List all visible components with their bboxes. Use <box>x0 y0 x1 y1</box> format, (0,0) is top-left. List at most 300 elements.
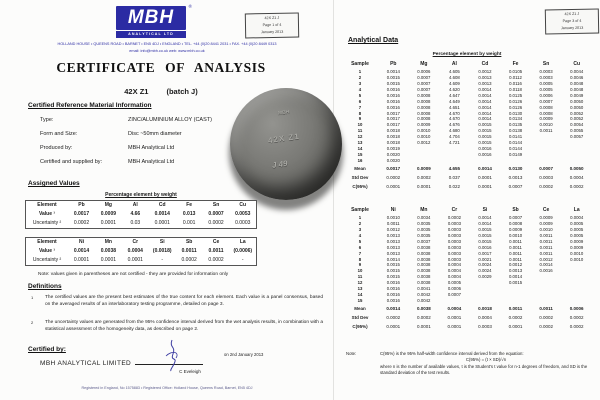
table-cell: 0.0004 <box>127 248 143 255</box>
column-header: Ce <box>212 239 220 246</box>
certification-date: on 2nd January 2013 <box>224 352 264 357</box>
table-cell: 0.0002 <box>386 175 401 181</box>
table-cell: 0.0130 <box>508 166 523 172</box>
table-cell: 0.0007 <box>508 215 523 221</box>
table-cell: 0.0016 <box>539 268 553 274</box>
table-cell: 0.0001 <box>416 183 431 189</box>
stat-label: C(95%) <box>352 183 368 189</box>
table-cell: 0.0015 <box>478 238 492 244</box>
disc-engraving-batch: J 49 <box>271 158 289 171</box>
note-line-1: C(95%) is the 95% half-width confidence interval derived from the equation: <box>380 351 524 356</box>
column-header: Mg <box>104 202 112 209</box>
table-cell: 0.0001 <box>154 219 170 226</box>
disc-engraving-brand: MBH <box>277 109 290 117</box>
table-cell: 0.0014 <box>539 262 553 268</box>
table-cell: 0.0020 <box>386 151 400 157</box>
table-cell: 0.0105 <box>508 69 523 75</box>
sample-number: 4 <box>358 86 362 92</box>
table-cell: 0.0004 <box>447 306 462 312</box>
table-cell: 0.0052 <box>570 110 584 116</box>
table-cell: 0.0050 <box>570 98 584 104</box>
table-cell: 0.0014 <box>386 69 400 75</box>
table-cell: 0.0010 <box>570 250 584 256</box>
table-cell: 0.0003 <box>447 221 461 227</box>
table-cell: 0.0007 <box>508 183 523 189</box>
table-cell: 0.0053 <box>235 211 251 218</box>
table-cell: 0.0002 <box>416 315 431 321</box>
column-header: Pb <box>390 61 397 67</box>
table-cell: 0.0002 <box>539 183 553 189</box>
registration-footer: Registered in England, No 1575883 • Registered Office: Holland House, Queens Road, Barnet, EN5 4DJ <box>81 386 253 390</box>
column-header: Sn <box>212 202 220 209</box>
table-cell: 0.0010 <box>570 256 584 262</box>
table-cell: 0.0021 <box>478 256 492 262</box>
table-cell: 0.0003 <box>447 256 461 262</box>
confidence-formula: C(95%) = (t × SD)/√n <box>465 357 507 363</box>
table-cell: 0.0038 <box>417 244 431 250</box>
product-code: 42X Z1 <box>124 87 149 96</box>
table-cell: 0.0011 <box>208 248 224 255</box>
table-cell: 0.0112 <box>509 75 522 81</box>
table-cell: 0.0007 <box>539 98 553 104</box>
table-cell: 0.0005 <box>570 221 584 227</box>
table-cell: 0.0001 <box>386 183 401 189</box>
table-cell: 0.0001 <box>447 315 462 321</box>
analytical-table-2 <box>342 206 592 330</box>
table-cell: 0.0038 <box>100 248 117 255</box>
table-cell: 0.0048 <box>570 81 584 87</box>
column-header: Cu <box>239 202 247 209</box>
sample-number: 1 <box>358 69 362 75</box>
column-header: Si <box>159 239 165 246</box>
table-cell: 0.0016 <box>386 285 400 291</box>
table-cell: 0.0013 <box>508 268 523 274</box>
table-cell: 0.0049 <box>570 92 584 98</box>
column-header: Mg <box>420 61 428 67</box>
sample-number: 9 <box>358 116 362 122</box>
table-cell: 0.0001 <box>478 175 492 181</box>
table-cell: 0.0014 <box>478 221 492 227</box>
table-cell: 0.0018 <box>386 134 400 140</box>
assigned-values-caption: Percentage element by weight <box>105 192 177 198</box>
definition-2-superscript: 2 <box>31 320 34 325</box>
table-cell: 0.0016 <box>386 98 400 104</box>
header-row <box>342 60 592 70</box>
address-line: HOLLAND HOUSE • QUEENS ROAD • BARNET • EN5 4DJ • ENGLAND • TEL. +44 (0)20 8441 2031 • FAX. +44 (0)20 8449 0313 <box>57 42 277 46</box>
sample-number: 3 <box>358 227 362 233</box>
table-cell: 0.001 <box>182 219 196 226</box>
contact-line: email: info@mbh.co.uk web: www.mbh.co.uk <box>129 48 205 53</box>
table-cell: 0.0002 <box>181 256 197 263</box>
column-header: Sb <box>185 239 193 246</box>
table-cell: 0.0015 <box>386 75 400 81</box>
table-cell: 0.0008 <box>539 104 553 110</box>
table-cell: 0.0005 <box>447 280 461 286</box>
table-cell: 0.0005 <box>570 232 584 238</box>
table-cell: 0.0130 <box>508 110 523 116</box>
table-cell: 4.721 <box>449 139 460 145</box>
sample-number: 7 <box>358 104 362 110</box>
parentheses-note: Note: values given in parentheses are not certified - they are provided for information only <box>38 272 229 277</box>
column-header: Cr <box>451 207 458 213</box>
table-row <box>26 219 257 228</box>
table-cell: 0.0037 <box>417 238 431 244</box>
table-cell: 4.651 <box>449 104 460 110</box>
table-cell: 0.0017 <box>386 122 400 128</box>
column-header: Ni <box>78 239 84 246</box>
table-cell: 0.0002 <box>208 256 224 263</box>
table-cell: 0.0125 <box>508 92 523 98</box>
analytical-table-1 <box>342 60 592 190</box>
table-cell: (0.0006) <box>233 248 253 255</box>
table-cell: 0.0038 <box>417 262 431 268</box>
table-cell: 0.0004 <box>570 215 584 221</box>
mbh-logo <box>116 4 192 38</box>
table-cell: 4.605 <box>449 69 460 75</box>
table-cell: 0.0002 <box>569 315 584 321</box>
table-cell: 0.0149 <box>508 151 523 157</box>
table-cell: 0.0011 <box>386 221 400 227</box>
table-cell: 4.670 <box>449 110 460 116</box>
sample-number: 8 <box>358 256 362 262</box>
table-cell: 0.0009 <box>539 215 553 221</box>
table-cell: 0.0014 <box>386 256 400 262</box>
table-cell: 0.0014 <box>154 211 170 218</box>
table-row <box>342 304 592 313</box>
table-cell: 0.0008 <box>417 110 431 116</box>
table-cell: 0.0003 <box>447 227 461 233</box>
table-cell: 0.0015 <box>386 81 400 87</box>
table-cell: 0.0009 <box>539 116 553 122</box>
table-cell: 0.0006 <box>569 306 584 312</box>
column-header: Si <box>482 207 488 213</box>
column-header: Fe <box>512 61 519 67</box>
stat-label: Mean <box>354 306 366 312</box>
table-cell: 0.0038 <box>417 250 431 256</box>
certificate-title: CERTIFICATE OF ANALYSIS <box>56 60 266 75</box>
table-cell: 0.0008 <box>417 116 431 122</box>
row-label: Uncertainty ² <box>32 256 62 263</box>
disc-engraving-code: 42X Z1 <box>267 131 301 146</box>
sample-number: 7 <box>358 250 362 256</box>
sample-number: 14 <box>357 145 363 151</box>
stamp-page: Page 1 of 4 <box>262 22 282 28</box>
table-cell: 0.0009 <box>508 227 523 233</box>
assigned-values-table-1 <box>25 200 257 229</box>
field-label-supplier: Certified and supplied by: <box>40 159 103 165</box>
table-cell: 0.0011 <box>508 306 523 312</box>
table-cell: 0.0035 <box>417 221 431 227</box>
table-cell: 0.0001 <box>73 256 90 263</box>
table-cell: 0.0126 <box>508 98 523 104</box>
company-name: MBH ANALYTICAL LIMITED <box>40 360 132 367</box>
header-row <box>26 238 257 247</box>
table-cell: 4.670 <box>449 116 460 122</box>
table-cell: 4.647 <box>449 92 460 98</box>
table-cell: 0.0038 <box>417 256 431 262</box>
table-cell: 0.0008 <box>508 221 523 227</box>
table-cell: 0.0012 <box>386 227 400 233</box>
table-cell: 0.0003 <box>539 175 553 181</box>
table-cell: 0.0003 <box>539 75 553 81</box>
table-cell: 0.0006 <box>539 92 553 98</box>
column-header: La <box>239 239 246 246</box>
table-cell: 4.676 <box>449 122 460 128</box>
sample-number: 10 <box>357 268 363 274</box>
sample-number: 1 <box>358 215 362 221</box>
table-cell: 0.0034 <box>417 215 431 221</box>
table-cell: 4.620 <box>449 86 460 92</box>
table-cell: - <box>161 256 164 263</box>
table-cell: 0.0002 <box>386 315 401 321</box>
table-cell: 0.0116 <box>509 81 522 87</box>
column-header: Mn <box>420 207 428 213</box>
table-cell: 0.0011 <box>539 232 553 238</box>
header-row <box>26 201 257 210</box>
table-cell: 0.0144 <box>508 139 523 145</box>
table-cell: 4.680 <box>449 128 460 134</box>
table-cell: 0.0010 <box>417 134 431 140</box>
table-cell: 0.0008 <box>417 104 431 110</box>
table-cell: 0.0007 <box>208 211 224 218</box>
table-cell: 0.0016 <box>386 291 400 297</box>
table-cell: 0.0013 <box>386 250 400 256</box>
table-cell: 0.0014 <box>478 215 492 221</box>
sample-number: 13 <box>357 139 363 145</box>
table-cell: 0.0020 <box>386 157 400 163</box>
field-value-form: Disc ~50mm diameter <box>128 131 182 137</box>
table-cell: 0.0014 <box>478 92 492 98</box>
column-header: Sample <box>351 61 369 67</box>
table-cell: 0.0135 <box>508 122 523 128</box>
table-cell: 0.0016 <box>386 92 400 98</box>
stat-label: Std Dev <box>351 175 369 181</box>
page2-stamp <box>545 9 599 35</box>
table-cell: 0.0004 <box>447 274 461 280</box>
table-cell: 0.0013 <box>386 244 400 250</box>
table-cell: 0.0001 <box>100 256 117 263</box>
table-cell: 0.0016 <box>478 151 492 157</box>
table-cell: 0.0002 <box>447 215 461 221</box>
table-cell: 0.0002 <box>539 315 553 321</box>
field-label-type: Type: <box>40 117 54 123</box>
table-cell: 0.0016 <box>386 297 400 303</box>
table-cell: 0.0024 <box>478 268 492 274</box>
table-cell: 0.0144 <box>508 145 523 151</box>
table-cell: 0.0011 <box>539 244 553 250</box>
table-cell: 0.0141 <box>508 134 523 140</box>
table-cell: 0.0011 <box>509 244 522 250</box>
table-cell: 4.655 <box>448 166 461 172</box>
table-cell: 0.0015 <box>478 122 492 128</box>
sample-number: 3 <box>358 81 362 87</box>
table-cell: 0.0007 <box>417 81 431 87</box>
table-cell: 0.0038 <box>417 268 431 274</box>
stamp-date: January 2013 <box>560 25 584 31</box>
definition-1-text: The certified values are the present best estimates of the true content for each element. Each value is a panel consensus, based on the averaged results of an interlaboratory testing programme, detailed on page 3. <box>45 295 323 307</box>
table-cell: 0.0017 <box>478 250 492 256</box>
table-cell: 0.0024 <box>478 262 492 268</box>
table-row <box>342 173 592 182</box>
table-cell: 0.0012 <box>417 139 431 145</box>
table-cell: 0.0035 <box>417 227 431 233</box>
assigned-values-heading: Assigned Values <box>28 180 80 187</box>
stamp-product: 42X Z1 J <box>264 15 280 21</box>
table-cell: 0.0001 <box>127 256 143 263</box>
analytical-data-heading: Analytical Data <box>348 37 399 44</box>
table-cell: 0.0041 <box>417 285 431 291</box>
table-cell: 0.0126 <box>508 104 523 110</box>
table-cell: 0.0001 <box>478 183 492 189</box>
column-header: Ni <box>390 207 396 213</box>
table-cell: 0.0050 <box>570 104 584 110</box>
table-cell: 0.0003 <box>447 238 461 244</box>
table-row <box>26 256 257 265</box>
table-cell: 4.609 <box>449 81 460 87</box>
table-cell: 0.0019 <box>386 145 400 151</box>
table-cell: 0.0003 <box>478 323 492 329</box>
table-cell: 0.0013 <box>386 238 400 244</box>
table-cell: 0.0002 <box>73 219 90 226</box>
table-cell: 0.0003 <box>539 69 553 75</box>
table-cell: 0.0042 <box>417 291 431 297</box>
table-cell: 0.0009 <box>100 211 117 218</box>
table-cell: 0.037 <box>448 175 461 181</box>
stamp-product: 42X Z1 J <box>564 11 580 17</box>
sample-number: 4 <box>358 232 362 238</box>
table-cell: 4.608 <box>449 75 460 81</box>
table-cell: 0.0016 <box>478 145 492 151</box>
table-cell: 0.0008 <box>539 110 553 116</box>
table-cell: 0.0001 <box>100 219 117 226</box>
table-cell: 0.0002 <box>208 219 224 226</box>
stamp-date: January 2013 <box>260 29 284 35</box>
crm-section-heading: Certified Reference Material Information <box>28 102 152 109</box>
sample-number: 16 <box>357 157 363 163</box>
table-cell: 0.0009 <box>416 166 431 172</box>
sample-number: 12 <box>357 134 363 140</box>
table-cell: 0.0009 <box>570 238 584 244</box>
table-cell: 0.0016 <box>386 104 400 110</box>
sample-number: 5 <box>358 92 362 98</box>
table-cell: 0.0003 <box>235 219 251 226</box>
table-cell: 0.0052 <box>570 116 584 122</box>
table-cell: 0.0002 <box>508 315 523 321</box>
mbh-logo-text: MBH <box>116 6 186 30</box>
header-row <box>342 206 592 216</box>
registered-trademark-icon: ® <box>188 4 192 9</box>
table-cell: 0.0007 <box>417 86 431 92</box>
table-cell: 0.0004 <box>447 268 461 274</box>
table-row <box>342 321 592 330</box>
sample-number: 9 <box>358 262 362 268</box>
table-cell: 0.0006 <box>417 69 431 75</box>
table-cell: 0.0008 <box>417 92 431 98</box>
column-header: Al <box>451 61 457 67</box>
table-cell: 0.0014 <box>386 306 401 312</box>
field-value-producer: MBH Analytical Ltd <box>128 145 175 151</box>
table-cell: 0.0013 <box>478 75 492 81</box>
field-value-type: ZINC/ALUMINIUM ALLOY (CAST) <box>128 117 212 123</box>
field-label-producer: Produced by: <box>40 145 73 151</box>
batch-label: (batch J) <box>166 87 198 96</box>
sample-number: 10 <box>357 122 363 128</box>
sample-number: 12 <box>357 280 363 286</box>
table-cell: 0.0046 <box>570 75 584 81</box>
table-cell: 0.0134 <box>508 116 523 122</box>
table-cell: 0.0010 <box>386 215 400 221</box>
table-cell: 0.0013 <box>508 175 523 181</box>
note-line-2: where n is the number of available values, t is the Student's t value for n-1 degrees <box>380 363 538 369</box>
note-line-3: of freedom, and SD is the standard deviation of the test results. <box>380 363 588 376</box>
sample-number: 2 <box>358 221 362 227</box>
sample-number: 15 <box>357 297 363 303</box>
certified-by-heading: Certified by: <box>28 346 66 353</box>
table-cell: 0.0011 <box>539 306 553 312</box>
sample-number: 14 <box>357 291 363 297</box>
table-cell: 0.0016 <box>386 280 400 286</box>
stat-label: Mean <box>354 166 366 172</box>
table-row <box>342 164 592 173</box>
table-cell: 0.0011 <box>509 256 522 262</box>
table-cell: 0.0001 <box>447 323 462 329</box>
stat-label: Std Dev <box>351 315 369 321</box>
table-cell: 0.0012 <box>539 256 553 262</box>
definition-1-superscript: 1 <box>31 295 34 300</box>
table-cell: 0.0005 <box>539 81 553 87</box>
column-header: Al <box>132 202 138 209</box>
table-cell: 0.022 <box>448 183 461 189</box>
table-cell: 0.0008 <box>417 98 431 104</box>
sample-number: 2 <box>358 75 362 81</box>
table-row <box>26 210 257 219</box>
table-cell: 0.0015 <box>386 274 400 280</box>
table-cell: 0.0054 <box>570 122 584 128</box>
table-cell: 0.0055 <box>570 128 584 134</box>
sample-number: 15 <box>357 151 363 157</box>
table-cell: - <box>241 256 244 263</box>
sample-number: 8 <box>358 110 362 116</box>
analytical-note <box>380 351 592 377</box>
column-header: Mn <box>104 239 112 246</box>
column-header: Sn <box>542 61 550 67</box>
table-cell: 0.0012 <box>478 69 492 75</box>
table-cell: 0.0042 <box>417 297 431 303</box>
table-row <box>342 181 592 190</box>
table-cell: 0.0009 <box>539 221 553 227</box>
table-cell: 0.0014 <box>478 98 492 104</box>
table-cell: 0.0011 <box>181 248 197 255</box>
table-cell: 0.0014 <box>73 248 90 255</box>
table-cell: 0.0018 <box>386 128 400 134</box>
table-cell: 0.0015 <box>386 262 400 268</box>
table-cell: 0.0038 <box>417 274 431 280</box>
table-cell: 0.0001 <box>386 323 401 329</box>
table-cell: 0.0012 <box>508 262 523 268</box>
table-cell: 0.0007 <box>447 291 461 297</box>
table-cell: 0.0015 <box>478 232 492 238</box>
table-cell: 0.0005 <box>570 227 584 233</box>
signature-scrawl <box>152 336 196 372</box>
column-header: Cd <box>481 61 489 67</box>
analytical-note-prefix: Note: <box>346 351 357 356</box>
table-cell: 0.0029 <box>478 274 492 280</box>
table-cell: 0.0015 <box>478 128 492 134</box>
table-cell: 0.0011 <box>509 250 522 256</box>
column-header: Element <box>37 239 57 246</box>
table-cell: 0.0011 <box>539 128 553 134</box>
table-cell: 0.0006 <box>447 285 461 291</box>
